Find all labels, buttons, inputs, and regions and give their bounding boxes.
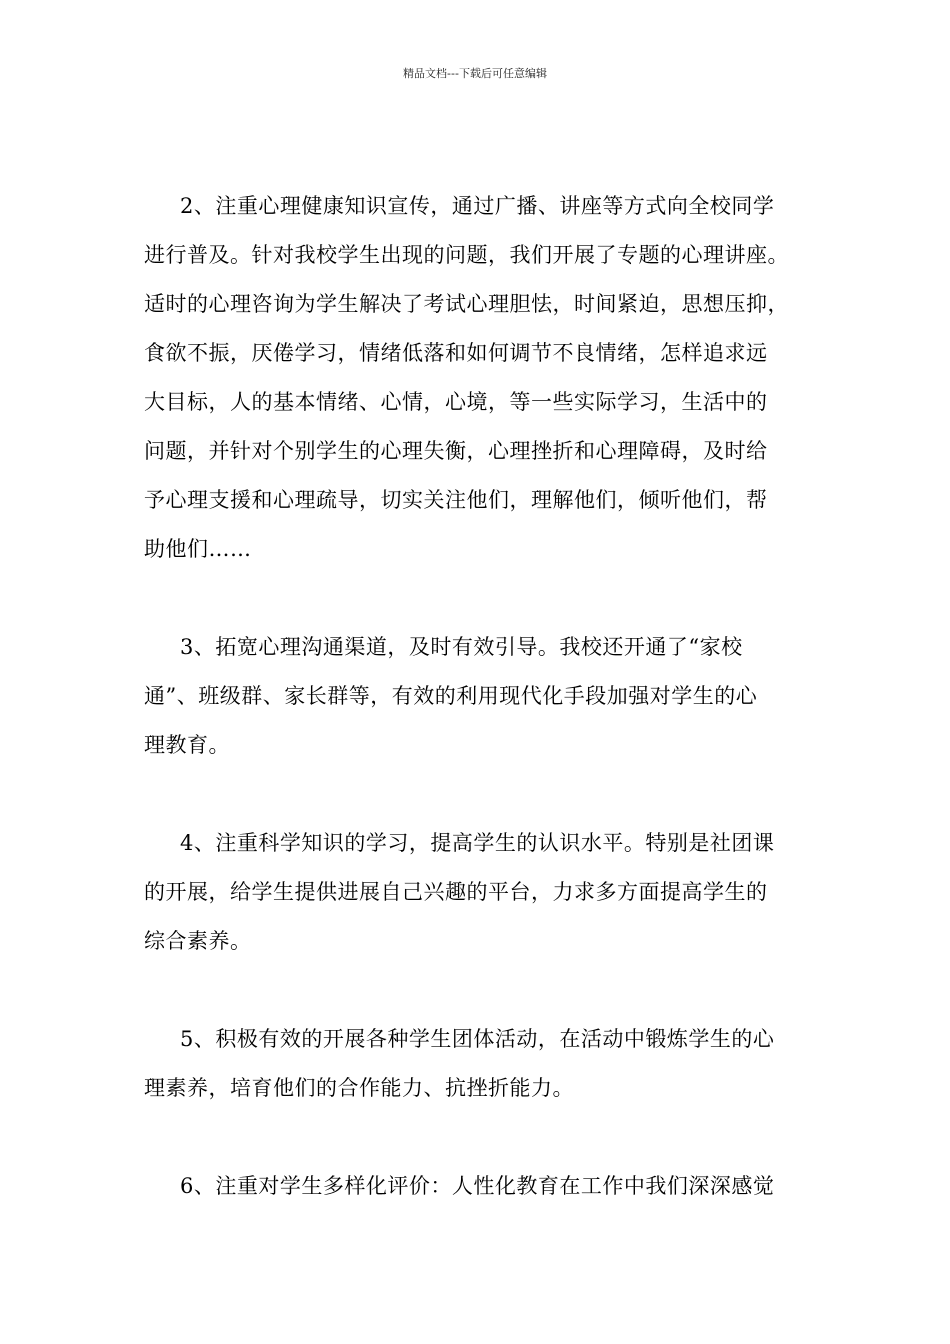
paragraph-gap (144, 574, 824, 623)
page-header: 精品文档---下载后可任意编辑 (403, 67, 547, 80)
paragraph-5 (144, 1015, 824, 1113)
text-line: 进行普及。针对我校学生出现的问题，我们开展了专题的心理讲座。 (144, 243, 789, 267)
paragraph-gap (144, 1113, 824, 1162)
text-line: 适时的心理咨询为学生解决了考试心理胆怯，时间紧迫，思想压抑， (144, 292, 789, 316)
text-line: 5、积极有效的开展各种学生团体活动，在活动中锻炼学生的心 (180, 1027, 775, 1051)
text-line: 6、注重对学生多样化评价：人性化教育在工作中我们深深感觉 (180, 1174, 775, 1198)
text-line: 理教育。 (144, 733, 230, 757)
text-line: 理素养，培育他们的合作能力、抗挫折能力。 (144, 1076, 574, 1100)
text-line: 大目标，人的基本情绪、心情，心境，等一些实际学习，生活中的 (144, 390, 768, 414)
text-line: 2、注重心理健康知识宣传，通过广播、讲座等方式向全校同学 (180, 194, 775, 218)
paragraph-4 (144, 819, 824, 966)
paragraph-6 (144, 1162, 824, 1211)
text-line: 问题，并针对个别学生的心理失衡，心理挫折和心理障碍，及时给 (144, 439, 768, 463)
text-line: 4、注重科学知识的学习，提高学生的认识水平。特别是社团课 (180, 831, 775, 855)
text-line: 综合素养。 (144, 929, 252, 953)
text-line: 3、拓宽心理沟通渠道，及时有效引导。我校还开通了“家校 (180, 635, 743, 659)
paragraph-gap (144, 770, 824, 819)
paragraph-gap (144, 966, 824, 1015)
document-body (144, 182, 824, 1211)
text-line: 助他们…… (144, 537, 252, 561)
text-line: 的开展，给学生提供进展自己兴趣的平台，力求多方面提高学生的 (144, 880, 768, 904)
text-line: 食欲不振，厌倦学习，情绪低落和如何调节不良情绪，怎样追求远 (144, 341, 768, 365)
text-line: 予心理支援和心理疏导，切实关注他们，理解他们，倾听他们，帮 (144, 488, 768, 512)
paragraph-2 (144, 182, 824, 574)
paragraph-3 (144, 623, 824, 770)
text-line: 通”、班级群、家长群等，有效的利用现代化手段加强对学生的心 (144, 684, 758, 708)
